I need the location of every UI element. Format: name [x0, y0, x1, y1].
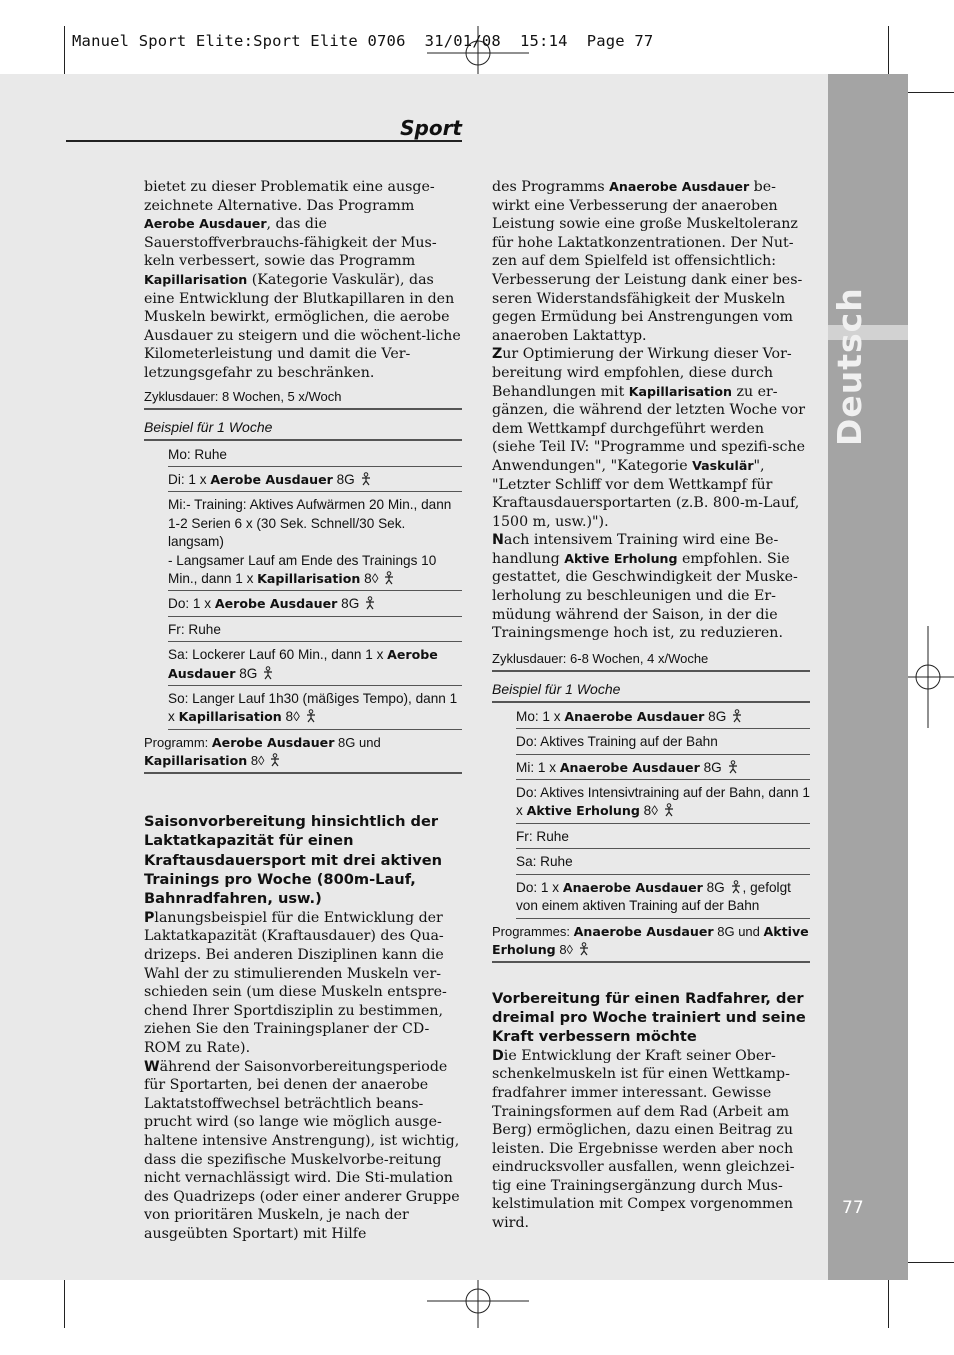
table-row: Fr: Ruhe [168, 617, 462, 642]
body-paragraph: des Programms Anaerobe Ausdauer be-wirkt eine Verbesserung der anaeroben Leistung sowie eine große Muskeltoleranz für hohe Laktatkonzentrationen. Der Nut-zen auf dem Spielfeld ist offensichtlich: Verbesserung der Leistung dank einer bes-seren Widerstandsfähigkeit der Muskeln gegen Ermüdung bei Anstrengungen vom anaeroben Laktattyp. [492, 179, 803, 344]
body-paragraph: Nach intensivem Training wird eine Be-handlung Aktive Erholung empfohlen. Sie gestattet, die Geschwindigkeit der Muske-lerholung zu beschleunigen und die Er-müdung während der Saison, in der die Trainingsmenge hoch ist, zu reduzieren. [492, 532, 798, 642]
body-paragraph: Zur Optimierung der Wirkung dieser Vor-bereitung wird empfohlen, diese durch Behandlungen mit Kapillarisation zu er-gänzen, die während der letzten Woche vor dem Wettkampf durchgeführt werden (siehe Teil IV: "Programme und spezifi-sche Anwendungen", "Kategorie Vaskulär", "Letzter Schliff vor dem Wettkampf für Kraftausdauersportarten (z.B. 800-m-Lauf, 1500 m, usw.)"). [492, 346, 806, 530]
page-number: 77 [842, 1198, 864, 1218]
runner-icon [359, 472, 373, 486]
table-row: Do: Aktives Intensivtraining auf der Bahn, dann 1 x Aktive Erholung 8◊ [516, 780, 810, 824]
weekly-plan-table [168, 441, 462, 730]
print-header: Manuel Sport Elite:Sport Elite 0706 31/01/08 15:14 Page 77 [72, 32, 654, 50]
runner-icon [261, 666, 275, 680]
runner-icon [363, 596, 377, 610]
weekly-plan-table [516, 703, 810, 919]
table-row: Mi:- Training: Aktives Aufwärmen 20 Min., dann 1-2 Serien 6 x (30 Sek. Schnell/30 Sek. langsam) - Langsamer Lauf am Ende des Trainings 10 Min., dann 1 x Kapillarisation 8◊ [168, 492, 462, 591]
example-label: Beispiel für 1 Woche [492, 680, 621, 697]
example-label: Beispiel für 1 Woche [144, 418, 273, 435]
crop-mark [64, 26, 65, 78]
section-title-rule [66, 140, 462, 142]
table-row: Mo: Ruhe [168, 441, 462, 467]
divider [492, 961, 810, 963]
runner-icon [662, 803, 676, 817]
crop-mark [64, 1276, 65, 1328]
table-row: So: Langer Lauf 1h30 (mäßiges Tempo), dann 1 x Kapillarisation 8◊ [168, 686, 462, 730]
table-row: Sa: Ruhe [516, 849, 810, 874]
table-row: Mo: 1 x Anaerobe Ausdauer 8G [516, 703, 810, 729]
table-row: Di: 1 x Aerobe Ausdauer 8G [168, 467, 462, 492]
program-summary: Programm: Aerobe Ausdauer 8G und Kapillarisation 8◊ [144, 734, 381, 768]
language-side-tab [828, 74, 908, 1280]
runner-icon [726, 760, 740, 774]
cycle-duration: Zyklusdauer: 6-8 Wochen, 4 x/Woche [492, 650, 709, 666]
table-row: Do: 1 x Aerobe Ausdauer 8G [168, 591, 462, 616]
table-row: Mi: 1 x Anaerobe Ausdauer 8G [516, 755, 810, 780]
cycle-duration: Zyklusdauer: 8 Wochen, 5 x/Woch [144, 388, 342, 404]
divider [144, 772, 462, 774]
crop-mark [902, 1262, 954, 1263]
crop-mark [888, 26, 889, 78]
section-heading: Vorbereitung für einen Radfahrer, der dreimal pro Woche trainiert und seine Kraft verbessern möchte [492, 989, 806, 1046]
table-row: Sa: Lockerer Lauf 60 Min., dann 1 x Aerobe Ausdauer 8G [168, 642, 462, 686]
registration-mark-icon [427, 1274, 529, 1328]
crop-mark [902, 92, 954, 93]
table-row: Fr: Ruhe [516, 824, 810, 849]
language-label: Deutsch [830, 287, 869, 446]
section-title: Sport [400, 116, 462, 140]
runner-icon [577, 942, 591, 956]
table-row: Do: 1 x Anaerobe Ausdauer 8G , gefolgt von einem aktiven Training auf der Bahn [516, 875, 810, 919]
registration-mark-icon [902, 626, 954, 728]
runner-icon [382, 571, 396, 585]
runner-icon [729, 880, 743, 894]
left-column [144, 178, 462, 1244]
table-row: Do: Aktives Training auf der Bahn [516, 729, 810, 754]
right-column [492, 178, 810, 1233]
body-paragraph: Die Entwicklung der Kraft seiner Ober-schenkelmuskeln ist für einen Wettkamp-fradfahrer immer interessant. Gewisse Trainingsformen auf dem Rad (Arbeit am Berg) ermöglichen, dazu einen Beitrag zu leisten. Die Ergebnisse werden aber noch eindrucksvoller ausfallen, wenn gleichzei-tig eine Trainingsergänzung durch Mus-kelstimulation mit Compex vorgenommen wird. [492, 1047, 795, 1232]
section-heading: Saisonvorbereitung hinsichtlich der Laktatkapazität für einen Kraftausdauersport mit drei aktiven Trainings pro Woche (800m-Lauf, Bahnradfahren, usw.) [144, 812, 443, 908]
runner-icon [268, 753, 282, 767]
crop-mark [888, 1276, 889, 1328]
intro-paragraph: bietet zu dieser Problematik eine ausge-zeichnete Alternative. Das Programm Aerobe Ausdauer, das die Sauerstoffverbrauchs-fähigkeit der Mus-keln verbessert, sowie das Programm Kapillarisation (Kategorie Vaskulär), das eine Entwicklung der Blutkapillaren in den Muskeln bewirkt, ermöglichen, die aerobe Ausdauer zu steigern und die wöchent-liche Kilometerleistung und damit die Ver-letzungsgefahr zu beschränken. [144, 179, 461, 381]
body-paragraph: Während der Saisonvorbereitungsperiode für Sportarten, bei denen der anaerobe Laktatstoffwechsel beträchtlich beans-prucht wird (so lange wie möglich ausge-haltene intensive Anstrengung), ist wichtig, dass die spezifische Muskelvorbe-reitung nicht vernachlässigt wird. Die Sti-mulation des Quadrizeps (oder einer anderer Gruppe von prioritären Muskeln, je nach der ausgeübten Sportart) mit Hilfe [144, 1058, 460, 1242]
runner-icon [304, 709, 318, 723]
runner-icon [730, 709, 744, 723]
program-summary: Programmes: Anaerobe Ausdauer 8G und Aktive Erholung 8◊ [492, 923, 809, 957]
body-paragraph: Planungsbeispiel für die Entwicklung der Laktatkapazität (Kraftausdauer) des Qua-drizeps. Bei anderen Disziplinen kann die Wahl der zu stimulierenden Muskeln ver-schieden sein (um diese Muskeln entspre-chend Ihrer Sportdisziplin zu bestimmen, ziehen Sie den Trainingsplaner der CD-ROM zu Rate). [144, 909, 447, 1056]
